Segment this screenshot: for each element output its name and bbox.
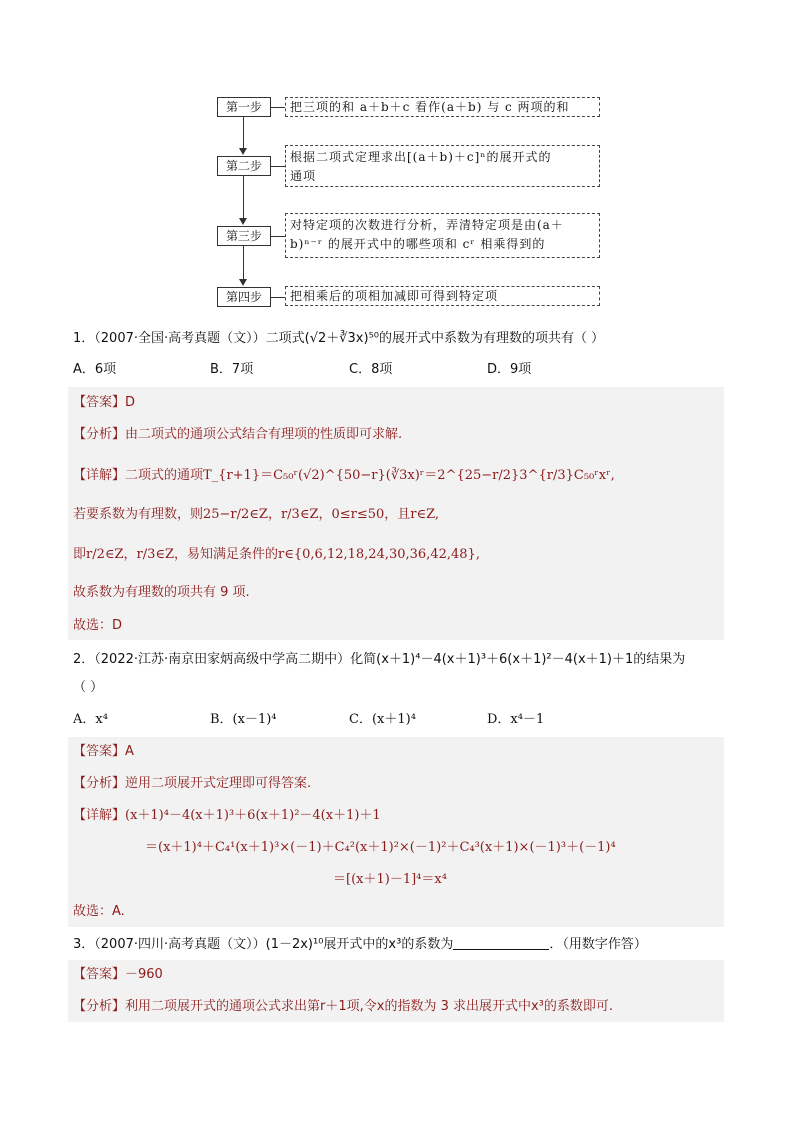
q1-option-a: A．6项 xyxy=(73,362,117,377)
q2-choice: 故选：A. xyxy=(73,904,125,919)
step-4-text: 把相乘后的项相加减即可得到特定项 xyxy=(290,289,499,303)
q3-stem-text: 3．（2007·四川·高考真题（文））(1－2x)¹⁰展开式中的x³的系数为 xyxy=(73,937,454,952)
step-2-text-line2: 通项 xyxy=(290,169,317,183)
arrow-line-1 xyxy=(243,117,244,149)
connector-1 xyxy=(271,107,285,108)
connector-3 xyxy=(271,236,285,237)
q2-solution-panel xyxy=(68,737,724,927)
step-4-desc xyxy=(285,286,600,306)
step-4-box: 第四步 xyxy=(217,287,271,307)
q1-answer: 【答案】D xyxy=(73,395,136,410)
q2-detail-2: ＝(x＋1)⁴＋C₄¹(x＋1)³×(－1)＋C₄²(x＋1)²×(－1)²＋C₄³(x＋1)×(－1)³＋(－1)⁴ xyxy=(145,840,616,855)
connector-4 xyxy=(271,297,285,298)
q1-choice: 故选：D xyxy=(73,618,123,633)
q1-option-b: B．7项 xyxy=(210,362,254,377)
step-3-text-line1: 对特定项的次数进行分析，弄清特定项是由(a＋ xyxy=(290,218,564,232)
q2-option-c: C．(x＋1)⁴ xyxy=(349,712,416,727)
q1-option-c: C．8项 xyxy=(349,362,393,377)
step-2-box: 第二步 xyxy=(217,156,271,176)
q2-analysis: 【分析】逆用二项展开式定理即可得答案. xyxy=(73,776,312,791)
arrow-line-2 xyxy=(243,176,244,218)
arrow-head-2 xyxy=(239,218,247,225)
step-3-desc xyxy=(285,213,600,258)
q2-detail-3: ＝[(x＋1)－1]⁴＝x⁴ xyxy=(333,872,447,887)
arrow-line-3 xyxy=(243,246,244,280)
step-3-text-line2: b)ⁿ⁻ʳ 的展开式中的哪些项和 cʳ 相乘得到的 xyxy=(290,237,546,251)
step-1-desc xyxy=(285,97,600,117)
arrow-head-3 xyxy=(239,279,247,286)
q2-stem-text: 2．（2022·江苏·南京田家炳高级中学高二期中）化简(x＋1)⁴－4(x＋1)³＋6(x＋1)²－4(x＋1)＋1的结果为 xyxy=(73,652,686,667)
step-3-box: 第三步 xyxy=(217,226,271,246)
q1-detail-3: 即r/2∈Z，r/3∈Z，易知满足条件的r∈{0,6,12,18,24,30,36,42,48}, xyxy=(73,547,480,562)
q3-answer: 【答案】－960 xyxy=(73,967,163,982)
q2-stem-line1 xyxy=(73,650,685,670)
step-1-box: 第一步 xyxy=(217,97,271,117)
q1-stem xyxy=(73,329,604,349)
q1-stem-text: 1．（2007·全国·高考真题（文））二项式(√2＋∛3x)⁵⁰的展开式中系数为有理数的项共有（ ） xyxy=(73,331,605,346)
connector-2 xyxy=(271,166,285,167)
step-2-desc xyxy=(285,145,600,187)
step-1-text: 把三项的和 a＋b＋c 看作(a＋b) 与 c 两项的和 xyxy=(290,100,570,114)
q2-option-a: A．x⁴ xyxy=(73,712,108,727)
q2-answer: 【答案】A xyxy=(73,744,134,759)
q3-analysis: 【分析】利用二项展开式的通项公式求出第r＋1项,令x的指数为 3 求出展开式中x³的系数即可. xyxy=(73,999,614,1014)
q3-stem-suffix: ．（用数字作答） xyxy=(549,937,647,952)
q2-option-b: B．(x－1)⁴ xyxy=(210,712,277,727)
q2-detail-1: 【详解】(x＋1)⁴－4(x＋1)³＋6(x＋1)²－4(x＋1)＋1 xyxy=(73,808,381,823)
q1-analysis: 【分析】由二项式的通项公式结合有理项的性质即可求解. xyxy=(73,427,403,442)
arrow-head-1 xyxy=(239,148,247,155)
q1-option-d: D．9项 xyxy=(487,362,532,377)
q3-stem xyxy=(73,935,647,955)
q1-detail-2: 若要系数为有理数，则25−r/2∈Z，r/3∈Z，0≤r≤50，且r∈Z, xyxy=(73,507,440,522)
step-2-text-line1: 根据二项式定理求出[(a＋b)＋c]ⁿ的展开式的 xyxy=(290,150,552,164)
q1-detail-4: 故系数为有理数的项共有 9 项. xyxy=(73,585,250,600)
q3-answer-blank[interactable] xyxy=(453,935,549,950)
q1-detail-1: 【详解】二项式的通项T_{r+1}＝C₅₀ʳ(√2)^{50−r}(∛3x)ʳ＝2^{25−r/2}3^{r/3}C₅₀ʳxʳ, xyxy=(73,468,615,483)
q2-option-d: D．x⁴－1 xyxy=(487,712,545,727)
q2-stem-line2: （ ） xyxy=(73,680,104,695)
